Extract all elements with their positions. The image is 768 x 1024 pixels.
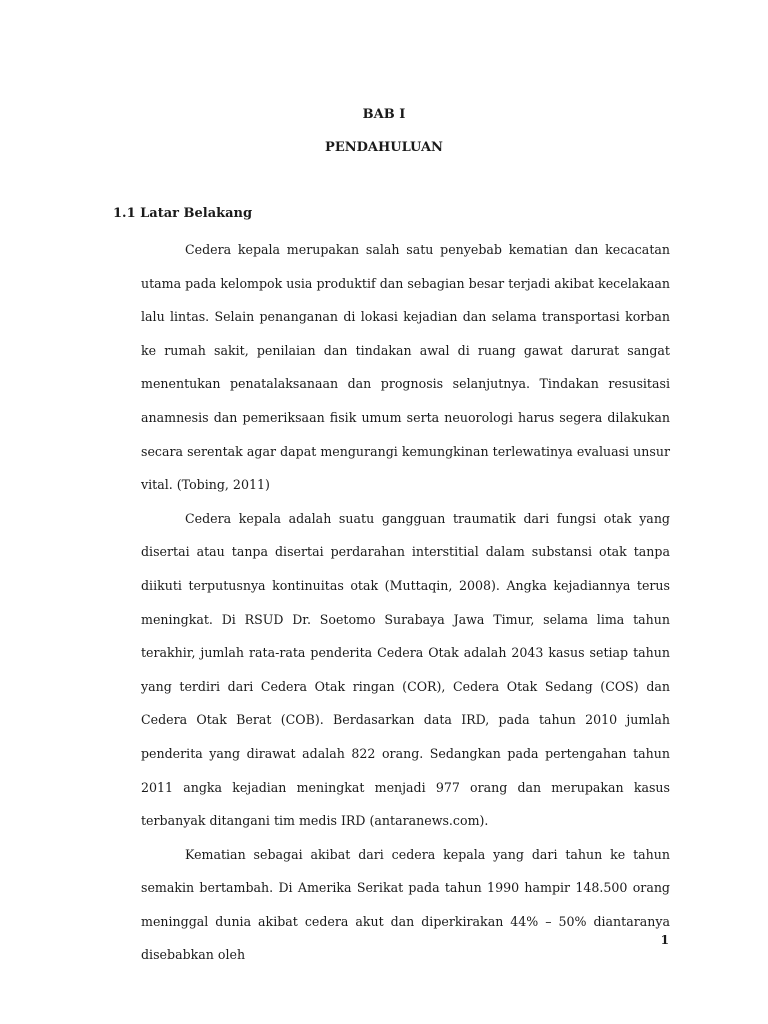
chapter-title: PENDAHULUAN [325, 140, 443, 155]
body-text [141, 233, 670, 972]
chapter-number: BAB I [362, 107, 406, 122]
paragraph: Cedera kepala adalah suatu gangguan traumatik dari fungsi otak yang disertai atau tanpa disertai perdarahan interstitial dalam substansi otak tanpa diikuti terputusnya kontinuitas otak (Muttaqin, 2008). Angka kejadiannya terus meningkat. Di RSUD Dr. Soetomo Surabaya Jawa Timur, selama lima tahun terakhir, jumlah rata-rata penderita Cedera Otak adalah 2043 kasus setiap tahun yang terdiri dari Cedera Otak ringan (COR), Cedera Otak Sedang (COS) dan Cedera Otak Berat (COB). Berdasarkan data IRD, pada tahun 2010 jumlah penderita yang dirawat adalah 822 orang. Sedangkan pada pertengahan tahun 2011 angka kejadian meningkat menjadi 977 orang dan merupakan kasus terbanyak ditangani tim medis IRD (antaranews.com). [141, 510, 670, 829]
paragraph: Cedera kepala merupakan salah satu penyebab kematian dan kecacatan utama pada kelompok usia produktif dan sebagian besar terjadi akibat kecelakaan lalu lintas. Selain penanganan di lokasi kejadian dan selama transportasi korban ke rumah sakit, penilaian dan tindakan awal di ruang gawat darurat sangat menentukan penatalaksanaan dan prognosis selanjutnya. Tindakan resusitasi anamnesis dan pemeriksaan fisik umum serta neuorologi harus segera dilakukan secara serentak agar dapat mengurangi kemungkinan terlewatinya evaluasi unsur vital. (Tobing, 2011) [141, 242, 670, 493]
section-heading: 1.1 Latar Belakang [113, 206, 253, 221]
paragraph: Kematian sebagai akibat dari cedera kepala yang dari tahun ke tahun semakin bertambah. Di Amerika Serikat pada tahun 1990 hampir 148.500 orang meninggal dunia akibat cedera akut dan diperkirakan 44% – 50% diantaranya disebabkan oleh [141, 846, 670, 963]
page-number: 1 [660, 933, 669, 947]
